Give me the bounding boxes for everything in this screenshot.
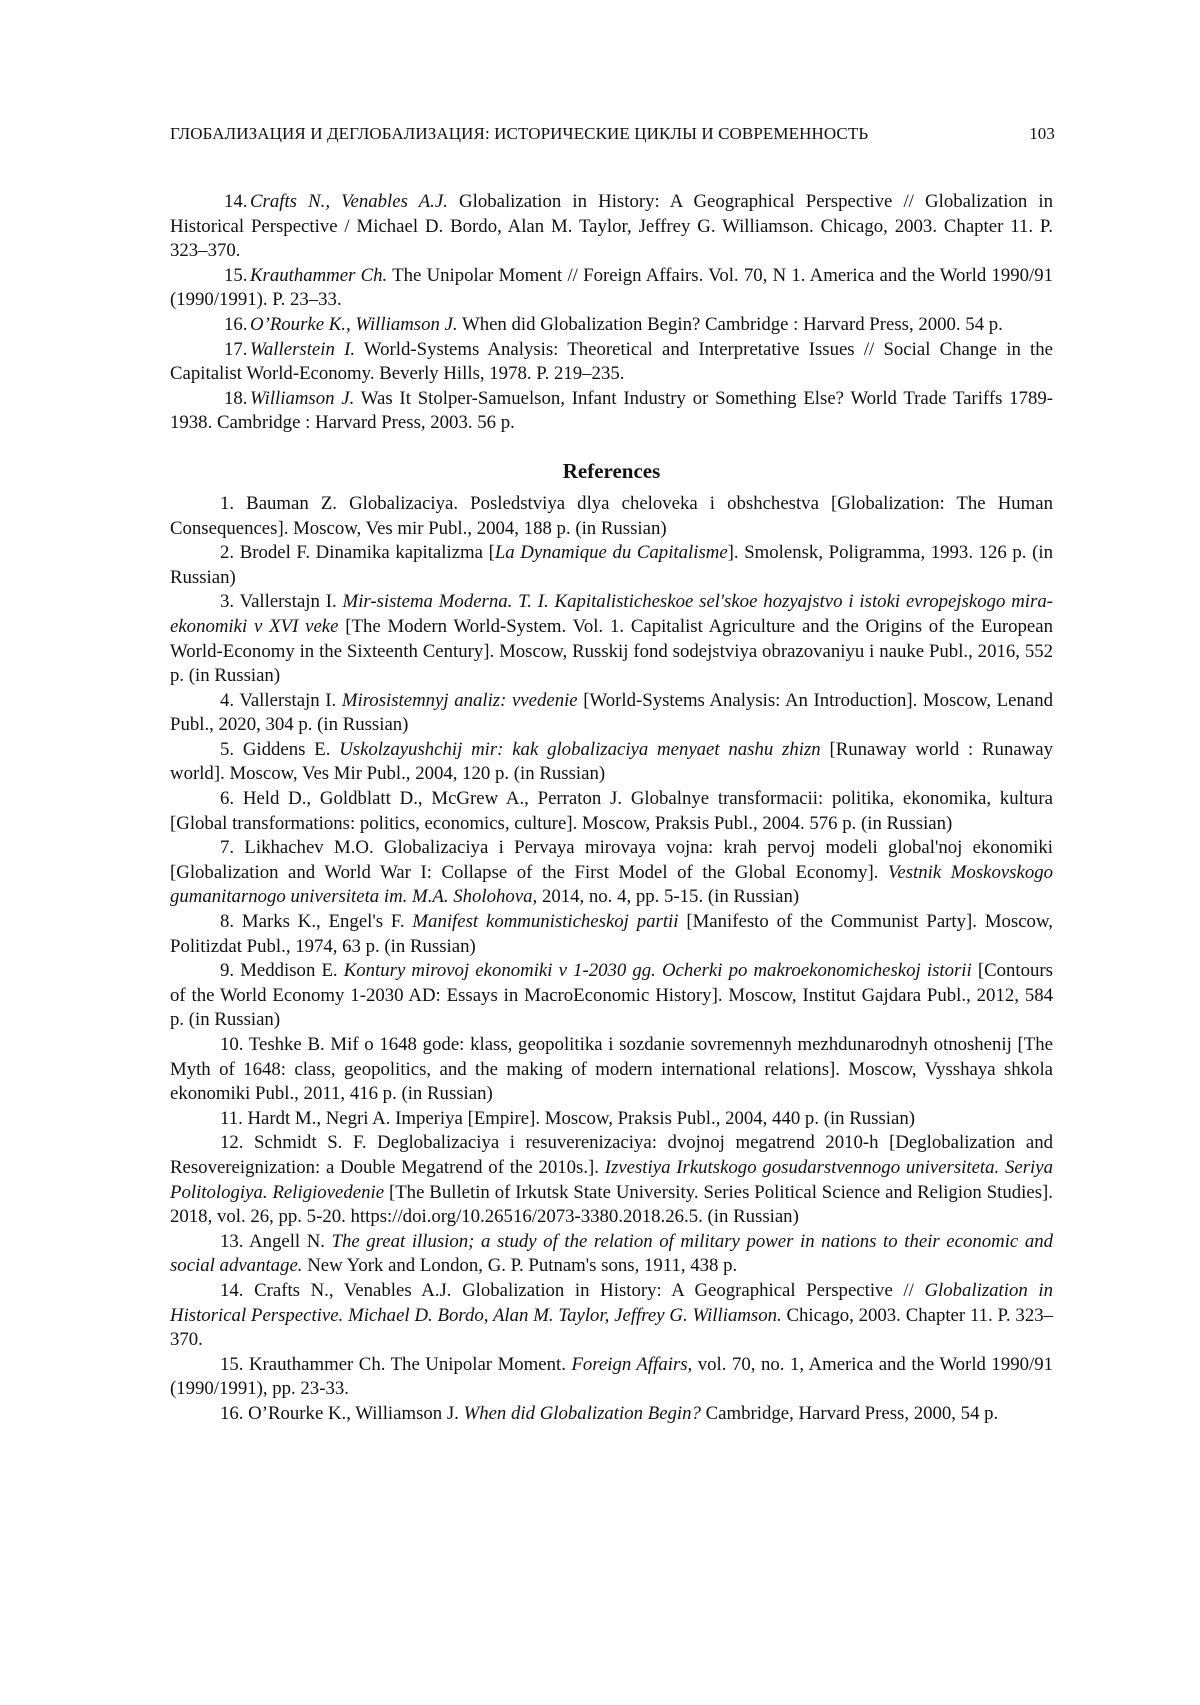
reference-entry: 5. Giddens E. Uskolzayushchij mir: kak globalizaciya menyaet nashu zhizn [Runaway world : Runaway world]. Moscow, Ves Mir Publ., 2004, 120 p. (in Russian) bbox=[170, 738, 1053, 785]
literature-entry: 16. O’Rourke K., Williamson J. When did Globalization Begin? Cambridge : Harvard Press, 2000. 54 p. bbox=[224, 313, 1003, 335]
running-title: ГЛОБАЛИЗАЦИЯ И ДЕГЛОБАЛИЗАЦИЯ: ИСТОРИЧЕСКИЕ ЦИКЛЫ И СОВРЕМЕННОСТЬ bbox=[170, 124, 869, 143]
reference-entry: 2. Brodel F. Dinamika kapitalizma [La Dynamique du Capitalisme]. Smolensk, Poligramma, 1993. 126 p. (in Russian) bbox=[170, 542, 1053, 588]
literature-entry: 18. Williamson J. Was It Stolper-Samuelson, Infant Industry or Something Else? World Trade Tariffs 1789-1938. Cambridge : Harvard Press, 2003. 56 p. bbox=[170, 387, 1053, 434]
reference-entry: 10. Teshke B. Mif o 1648 gode: klass, geopolitika i sozdanie sovremennyh mezhdunarodnyh otnoshenij [The Myth of 1648: class, geopolitics, and the making of modern international relations]. Moscow, Vysshaya shkola ekonomiki Publ., 2011, 416 p. (in Russian) bbox=[170, 1034, 1053, 1105]
reference-entry: 7. Likhachev M.O. Globalizaciya i Pervaya mirovaya vojna: krah pervoj modeli global'noj ekonomiki [Globalization and World War I: Collapse of the First Model of the Global Economy]. Vestnik Moskovskogo gumanitarnogo universiteta im. M.A. Sholohova, 2014, no. 4, pp. 5-15. (in Russian) bbox=[170, 837, 1054, 908]
literature-list bbox=[170, 190, 1053, 436]
references-list bbox=[170, 492, 1053, 1427]
reference-entry: 8. Marks K., Engel's F. Manifest kommunisticheskoj partii [Manifesto of the Communist Party]. Moscow, Politizdat Publ., 1974, 63 p. (in Russian) bbox=[170, 911, 1053, 957]
reference-entry: 16. O’Rourke K., Williamson J. When did Globalization Begin? Cambridge, Harvard Press, 2000, 54 p. bbox=[220, 1402, 999, 1424]
reference-entry: 12. Schmidt S. F. Deglobalizaciya i resuverenizaciya: dvojnoj megatrend 2010-h [Deglobalization and Resovereignization: a Double Megatrend of the 2010s.]. Izvestiya Irkutskogo gosudarstvennogo universiteta. Seriya Politologiya. Religiovedenie [The Bulletin of Irkutsk State University. Series Political Science and Religion Studies]. 2018, vol. 26, pp. 5-20. https://doi.org/10.26516/2073-3380.2018.26.5. (in Russian) bbox=[170, 1132, 1053, 1228]
references-heading: References bbox=[562, 458, 661, 483]
reference-entry: 3. Vallerstajn I. Mir-sistema Moderna. T. I. Kapitalisticheskoe sel'skoe hozyajstvo i istoki evropejskogo mira-ekonomiki v XVI veke [The Modern World-System. Vol. 1. Capitalist Agriculture and the Origins of the European World-Economy in the Sixteenth Century]. Moscow, Russkij fond sodejstviya obrazovaniyu i nauke Publ., 2016, 552 p. (in Russian) bbox=[170, 591, 1053, 687]
reference-entry: 6. Held D., Goldblatt D., McGrew A., Perraton J. Globalnye transformacii: politika, ekonomika, kultura [Global transformations: politics, economics, culture]. Moscow, Praksis Publ., 2004. 576 p. (in Russian) bbox=[170, 788, 1053, 834]
running-header bbox=[170, 124, 1055, 144]
reference-entry: 15. Krauthammer Ch. The Unipolar Moment. Foreign Affairs, vol. 70, no. 1, America and the World 1990/91 (1990/1991), pp. 23-33. bbox=[170, 1353, 1053, 1400]
reference-entry: 11. Hardt M., Negri A. Imperiya [Empire]. Moscow, Praksis Publ., 2004, 440 p. (in Russian) bbox=[220, 1107, 915, 1129]
reference-entry: 1. Bauman Z. Globalizaciya. Posledstviya dlya cheloveka i obshchestva [Globalization: The Human Consequences]. Moscow, Ves mir Publ., 2004, 188 p. (in Russian) bbox=[170, 492, 1053, 539]
literature-entry: 14. Crafts N., Venables A.J. Globalization in History: A Geographical Perspective // Globalization in Historical Perspective / Michael D. Bordo, Alan M. Taylor, Jeffrey G. Williamson. Chicago, 2003. Chapter 11. P. 323–370. bbox=[170, 191, 1053, 262]
page-number: 103 bbox=[1029, 124, 1055, 143]
bibliography-content bbox=[170, 190, 1053, 1427]
reference-entry: 13. Angell N. The great illusion; a study of the relation of military power in nations to their economic and social advantage. New York and London, G. P. Putnam's sons, 1911, 438 p. bbox=[170, 1230, 1054, 1277]
reference-entry: 14. Crafts N., Venables A.J. Globalization in History: A Geographical Perspective // Globalization in Historical Perspective. Michael D. Bordo, Alan M. Taylor, Jeffrey G. Williamson. Chicago, 2003. Chapter 11. P. 323–370. bbox=[170, 1279, 1053, 1351]
reference-entry: 9. Meddison E. Kontury mirovoj ekonomiki v 1-2030 gg. Ocherki po makroekonomicheskoj istorii [Contours of the World Economy 1-2030 AD: Essays in MacroEconomic History]. Moscow, Institut Gajdara Publ., 2012, 584 p. (in Russian) bbox=[170, 960, 1053, 1031]
reference-entry: 4. Vallerstajn I. Mirosistemnyj analiz: vvedenie [World-Systems Analysis: An Introduction]. Moscow, Lenand Publ., 2020, 304 p. (in Russian) bbox=[170, 689, 1053, 736]
literature-entry: 17. Wallerstein I. World-Systems Analysis: Theoretical and Interpretative Issues // Social Change in the Capitalist World-Economy. Beverly Hills, 1978. P. 219–235. bbox=[170, 338, 1053, 385]
literature-entry: 15. Krauthammer Ch. The Unipolar Moment // Foreign Affairs. Vol. 70, N 1. America and the World 1990/91 (1990/1991). P. 23–33. bbox=[170, 264, 1054, 311]
